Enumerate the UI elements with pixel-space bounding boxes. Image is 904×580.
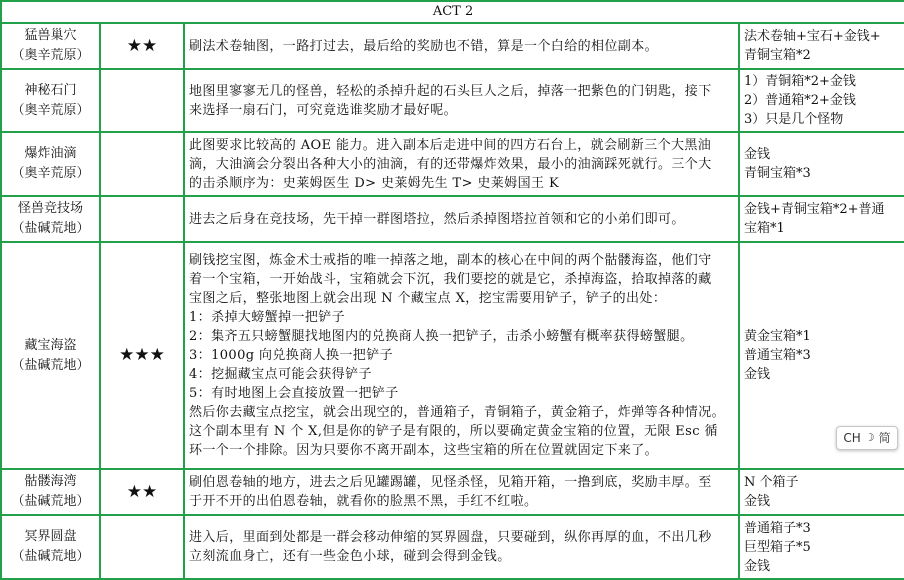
description-line: 刷伯恩卷轴的地方，进去之后见罐踢罐，见怪杀怪，见箱开箱，一撸到底，奖励丰厚。至: [189, 475, 712, 490]
difficulty-stars: ★★: [100, 469, 184, 515]
reward-line: 普通宝箱*3: [744, 348, 811, 363]
reward-line: 巨型箱子*5: [744, 539, 811, 555]
reward-line: 黄金宝箱*1: [744, 329, 811, 344]
difficulty-stars: [100, 69, 184, 132]
reward-cell: [739, 196, 904, 242]
dungeon-name-cell: [1, 242, 100, 469]
dungeon-description: [184, 132, 739, 196]
table-row: [1, 196, 904, 242]
description-line: 然后你去藏宝点挖宝，就会出现空的，普通箱子，青铜箱子，黄金箱子，炸弹等各种情况。: [189, 405, 726, 420]
dungeon-name: 怪兽竞技场: [17, 201, 83, 216]
reward-line: 3）只是几个怪物: [744, 112, 844, 127]
reward-line: 2）普通箱*2+金钱: [744, 93, 856, 108]
description-line: 2：集齐五只螃蟹腿找地图内的兑换商人换一把铲子，击杀小螃蟹有概率获得螃蟹腿。: [189, 329, 694, 344]
dungeon-description: [184, 69, 739, 132]
dungeon-name-cell: [1, 469, 100, 515]
difficulty-stars: [100, 132, 184, 196]
language-label-ch: CH: [843, 431, 861, 445]
language-toggle-button[interactable]: [836, 426, 898, 450]
dungeon-name-cell: [1, 515, 100, 579]
description-line: 进去之后身在竞技场，先干掉一群图塔拉，然后杀掉图塔拉首领和它的小弟们即可。: [189, 211, 685, 227]
dungeon-description: [184, 515, 739, 579]
dungeon-name-cell: [1, 23, 100, 69]
dungeon-name-cell: [1, 132, 100, 196]
dungeon-description: [184, 469, 739, 515]
reward-line: 法术卷轴+宝石+金钱+: [744, 29, 881, 44]
reward-cell: [739, 23, 904, 69]
description-line: 来选择一扇石门，可究竟选谁奖励才最好呢。: [189, 102, 458, 118]
dungeon-name: 骷髅海湾: [24, 474, 77, 489]
description-line: 刷钱挖宝图，炼金术士戒指的唯一掉落之地，副本的核心在中间的两个骷髅海盗，他们守: [189, 253, 712, 268]
description-line: 滴，大油滴会分裂出各种大小的油滴，有的还带爆炸效果，最小的油滴踩死就行。三个大: [189, 156, 712, 172]
description-line: 于开不开的出伯恩卷轴，就看你的脸黑不黑，手红不红啦。: [189, 494, 538, 509]
description-line: 着一个宝箱，一开始战斗，宝箱就会下沉，我们要挖的就是它，杀掉海盗，拾取掉落的藏: [189, 272, 712, 287]
description-line: 4：挖掘藏宝点可能会获得铲子: [189, 367, 372, 382]
dungeon-region: （奥辛荒原）: [11, 166, 90, 181]
reward-line: 1）青铜箱*2+金钱: [744, 74, 856, 89]
table-row: [1, 23, 904, 69]
dungeon-name: 藏宝海盗: [24, 337, 77, 353]
reward-line: 金钱: [744, 367, 771, 382]
reward-line: N 个箱子: [744, 475, 799, 490]
dungeon-region: （盐碱荒地）: [11, 494, 90, 509]
description-line: 刷法术卷轴图，一路打过去，最后给的奖励也不错，算是一个白给的相位副本。: [189, 38, 659, 54]
description-line: 宝图之后，整张地图上就会出现 N 个藏宝点 X，挖宝需要用铲子，铲子的出处：: [189, 291, 667, 306]
dungeon-name: 冥界圆盘: [24, 529, 77, 544]
table-row: [1, 515, 904, 579]
difficulty-stars: [100, 196, 184, 242]
table-row: [1, 69, 904, 132]
description-line: 环一个一个排除。因为只要你不离开副本，这些宝箱的所在位置就固定下来了。: [189, 443, 659, 458]
reward-line: 金钱: [744, 494, 771, 509]
reward-line: 金钱: [744, 147, 771, 162]
dungeon-region: （盐碱荒地）: [11, 221, 90, 236]
act-title: ACT 2: [1, 1, 904, 23]
reward-line: 青铜宝箱*2: [744, 48, 811, 63]
table-row: [1, 469, 904, 515]
reward-cell: [739, 69, 904, 132]
dungeon-region: （盐碱荒地）: [11, 549, 90, 564]
table-row: [1, 242, 904, 469]
reward-cell: [739, 515, 904, 579]
reward-line: 普通箱子*3: [744, 520, 811, 536]
description-line: 1：杀掉大螃蟹掉一把铲子: [189, 310, 346, 325]
language-label-simplified: 简: [878, 431, 891, 445]
dungeon-region: （奥辛荒原）: [11, 102, 90, 118]
description-line: 进入后，里面到处都是一群会移动伸缩的冥界圆盘，只要碰到，纵你再厚的血，不出几秒: [189, 530, 712, 545]
description-line: 此图要求比较高的 AOE 能力。进入副本后走进中间的四方石台上，就会刷新三个大黑油: [189, 137, 712, 153]
reward-line: 宝箱*1: [744, 221, 785, 236]
dungeon-region: （奥辛荒原）: [11, 48, 90, 63]
description-line: 地图里寥寥无几的怪兽，轻松的杀掉升起的石头巨人之后，掉落一把紫色的门钥匙，接下: [189, 83, 712, 99]
dungeon-description: [184, 242, 739, 469]
description-line: 5：有时地图上会直接放置一把铲子: [189, 386, 399, 401]
dungeon-name: 神秘石门: [24, 82, 77, 98]
difficulty-stars: [100, 515, 184, 579]
difficulty-stars: ★★: [100, 23, 184, 69]
act-header-row: [1, 1, 904, 23]
difficulty-stars: ★★★: [100, 242, 184, 469]
description-line: 3：1000g 向兑换商人换一把铲子: [189, 348, 394, 363]
table-row: [1, 132, 904, 196]
dungeon-description: [184, 196, 739, 242]
description-line: 的击杀顺序为：史莱姆医生 D> 史莱姆先生 T> 史莱姆国王 K: [189, 175, 560, 191]
reward-line: 金钱+青铜宝箱*2+普通: [744, 202, 885, 217]
reward-cell: [739, 469, 904, 515]
reward-line: 青铜宝箱*3: [744, 166, 811, 181]
dungeon-region: （盐碱荒地）: [11, 357, 90, 373]
dungeon-name: 爆炸油滴: [24, 146, 77, 161]
dungeon-name: 猛兽巢穴: [24, 28, 77, 43]
dungeon-description: [184, 23, 739, 69]
reward-line: 金钱: [744, 558, 771, 574]
description-line: 这个副本里有 N 个 X,但是你的铲子是有限的，所以要确定黄金宝箱的位置，无限 Esc 循: [189, 424, 718, 439]
moon-icon: ☽: [864, 431, 875, 444]
description-line: 立刻流血身亡，还有一些金色小球，碰到会得到金钱。: [189, 549, 511, 564]
reward-cell: [739, 132, 904, 196]
dungeon-name-cell: [1, 69, 100, 132]
dungeon-name-cell: [1, 196, 100, 242]
